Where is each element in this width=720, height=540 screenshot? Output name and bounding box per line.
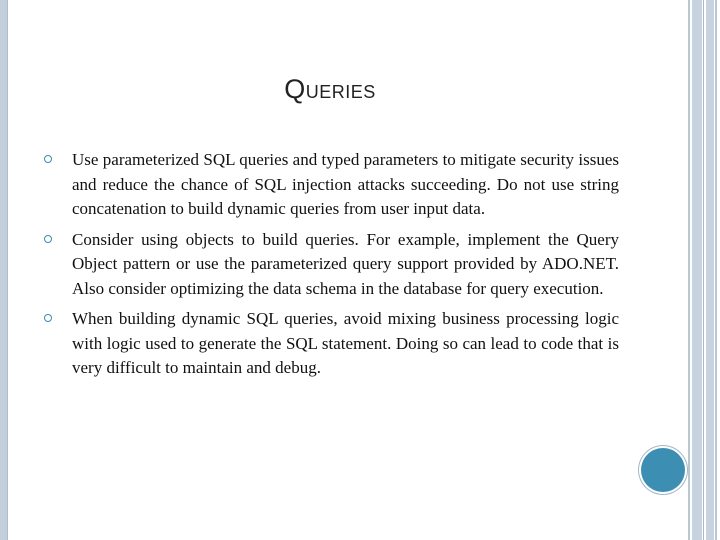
list-item: [44, 228, 619, 302]
decorative-circle-icon: [641, 448, 685, 492]
bullet-list: [44, 148, 619, 387]
right-stripe-decoration: [715, 0, 717, 540]
bullet-text: Consider using objects to build queries. For example, implement the Query Object pattern or use the parameterized query support provided by ADO.NET. Also consider optimizing the data schema in the database for query execution.: [72, 229, 619, 298]
right-stripe-decoration: [703, 0, 704, 540]
list-item: [44, 307, 619, 381]
right-stripe-decoration: [692, 0, 702, 540]
circle-bullet-icon: [44, 155, 52, 163]
right-stripe-decoration: [688, 0, 690, 540]
right-stripe-decoration: [706, 0, 714, 540]
slide-title: QUERIES: [284, 74, 376, 104]
circle-bullet-icon: [44, 235, 52, 243]
circle-bullet-icon: [44, 314, 52, 322]
list-item: [44, 148, 619, 222]
bullet-text: When building dynamic SQL queries, avoid mixing business processing logic with logic used to generate the SQL statement. Doing so can lead to code that is very difficult to maintain and debug.: [72, 309, 619, 377]
bullet-text: Use parameterized SQL queries and typed parameters to mitigate security issues and reduce the chance of SQL injection attacks succeeding. Do not use string concatenation to build dynamic queries from user input data.: [72, 150, 619, 218]
